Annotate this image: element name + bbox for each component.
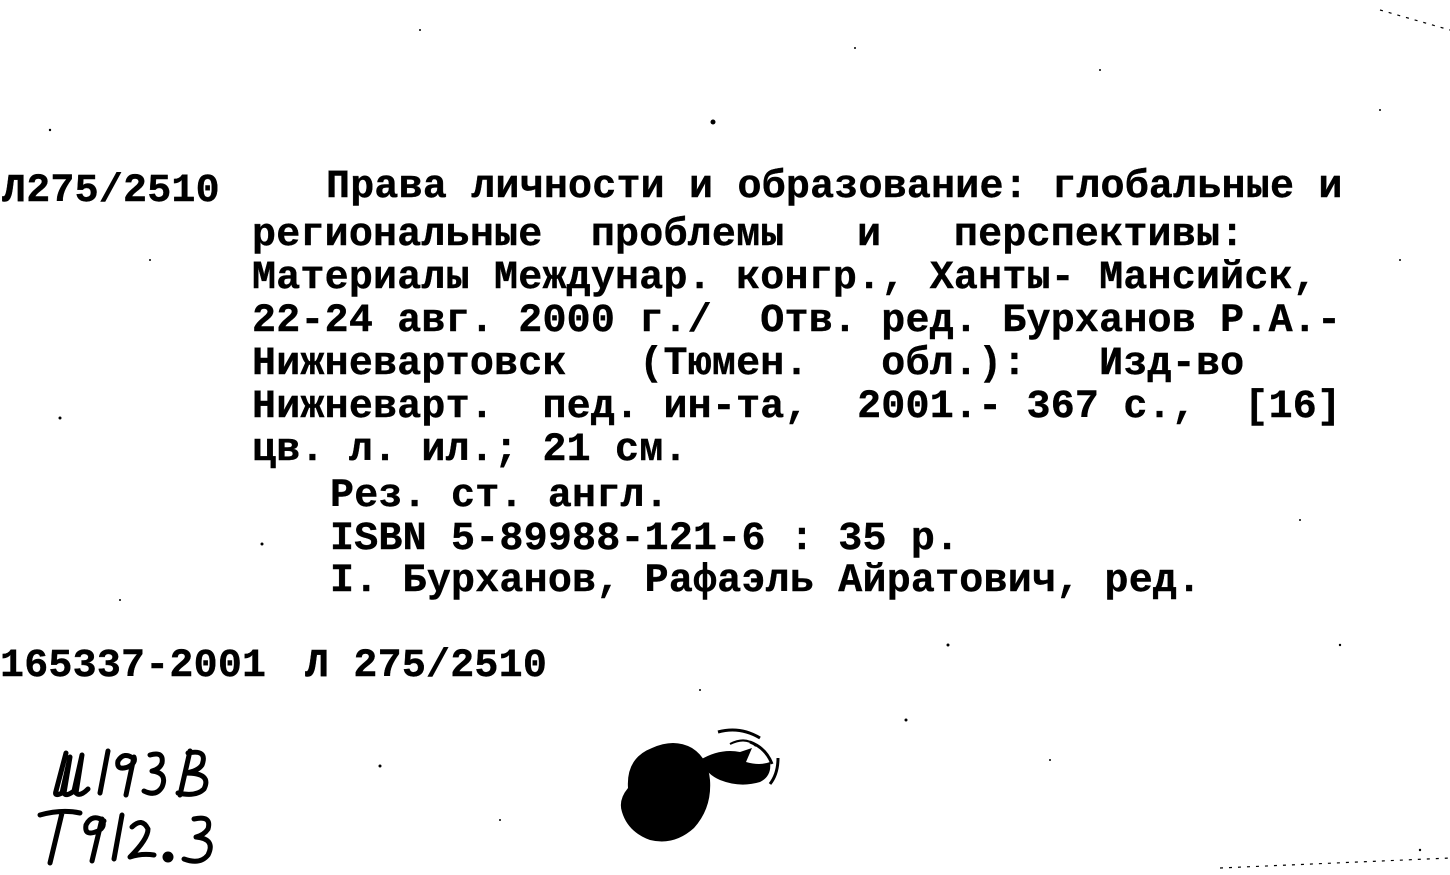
title-line-4: 22-24 авг. 2000 г./ Отв. ред. Бурханов Р.А.- [252, 299, 1342, 344]
publication-line-2: Нижневарт. пед. ин-та, 2001.- 367 с., [16] [252, 385, 1342, 430]
title-line-1: Права личности и образование: глобальные и [326, 165, 1343, 210]
registration-number: 165337-2001 [0, 644, 267, 689]
bottom-shelfmark: Л 275/2510 [305, 644, 548, 689]
note-isbn: ISBN 5-89988-121-6 : 35 р. [330, 517, 960, 562]
title-line-2: региональные проблемы и перспективы: [252, 213, 1245, 258]
ink-blot [600, 718, 800, 853]
note-summary: Рез. ст. англ. [330, 474, 669, 519]
note-added-entry: I. Бурханов, Рафаэль Айратович, ред. [330, 559, 1202, 604]
physical-description: цв. л. ил.; 21 см. [252, 428, 688, 473]
title-line-3: Материалы Междунар. конгр., Ханты- Мансийск, [252, 256, 1317, 301]
handwritten-classification [30, 735, 270, 875]
publication-line-1: Нижневартовск (Тюмен. обл.): Изд-во [252, 342, 1245, 387]
shelfmark: Л275/2510 [2, 169, 220, 214]
